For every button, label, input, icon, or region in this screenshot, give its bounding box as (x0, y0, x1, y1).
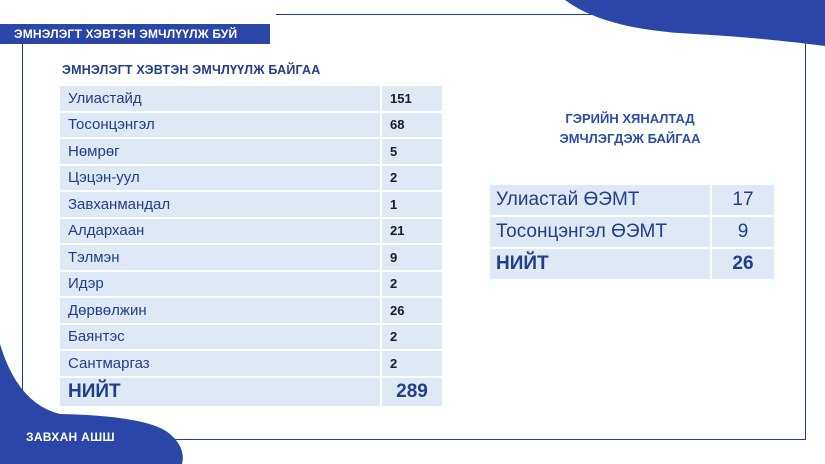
table-row (60, 272, 442, 297)
top-banner: ЭМНЭЛЭГТ ХЭВТЭН ЭМЧЛҮҮЛЖ БУЙ (0, 24, 270, 44)
row-name: Улиастай ӨЭМТ (490, 185, 710, 215)
hospital-table-heading: ЭМНЭЛЭГТ ХЭВТЭН ЭМЧЛҮҮЛЖ БАЙГАА (62, 63, 321, 77)
row-value: 21 (382, 219, 442, 244)
row-value: 26 (382, 298, 442, 323)
total-value: 289 (382, 378, 442, 406)
row-value: 2 (382, 166, 442, 191)
table-row (60, 219, 442, 244)
row-value: 1 (382, 192, 442, 217)
row-name: Нөмрөг (60, 139, 380, 164)
row-value: 2 (382, 351, 442, 376)
table-row (60, 298, 442, 323)
total-label: НИЙТ (60, 378, 380, 406)
home-care-heading-line1: ГЭРИЙН ХЯНАЛТАД (565, 111, 695, 126)
home-care-heading-line2: ЭМЧЛЭГДЭЖ БАЙГАА (559, 131, 701, 146)
table-row (60, 192, 442, 217)
row-value: 2 (382, 325, 442, 350)
table-row (60, 113, 442, 138)
row-name: Завханмандал (60, 192, 380, 217)
row-value: 151 (382, 86, 442, 111)
total-row (490, 249, 774, 279)
row-value: 5 (382, 139, 442, 164)
footer-label: ЗАВХАН АШШ (26, 430, 115, 444)
row-name: Тосонцэнгэл (60, 113, 380, 138)
top-right-wave-decoration (565, 0, 825, 46)
row-name: Сантмаргаз (60, 351, 380, 376)
home-care-heading (520, 109, 740, 149)
row-name: Тэлмэн (60, 245, 380, 270)
table-row (60, 351, 442, 376)
table-row (60, 139, 442, 164)
table-row (60, 325, 442, 350)
row-name: Тосонцэнгэл ӨЭМТ (490, 217, 710, 247)
row-name: Цэцэн-уул (60, 166, 380, 191)
table-row (490, 185, 774, 215)
row-value: 68 (382, 113, 442, 138)
table-row (60, 86, 442, 111)
row-name: Дөрвөлжин (60, 298, 380, 323)
row-value: 17 (712, 185, 774, 215)
total-row (60, 378, 442, 406)
row-name: Алдархаан (60, 219, 380, 244)
home-care-table (488, 183, 776, 281)
row-name: Баянтэс (60, 325, 380, 350)
row-value: 9 (712, 217, 774, 247)
row-value: 2 (382, 272, 442, 297)
table-row (490, 217, 774, 247)
table-row (60, 245, 442, 270)
total-label: НИЙТ (490, 249, 710, 279)
row-value: 9 (382, 245, 442, 270)
row-name: Идэр (60, 272, 380, 297)
row-name: Улиастайд (60, 86, 380, 111)
hospital-table (58, 84, 444, 408)
table-row (60, 166, 442, 191)
total-value: 26 (712, 249, 774, 279)
